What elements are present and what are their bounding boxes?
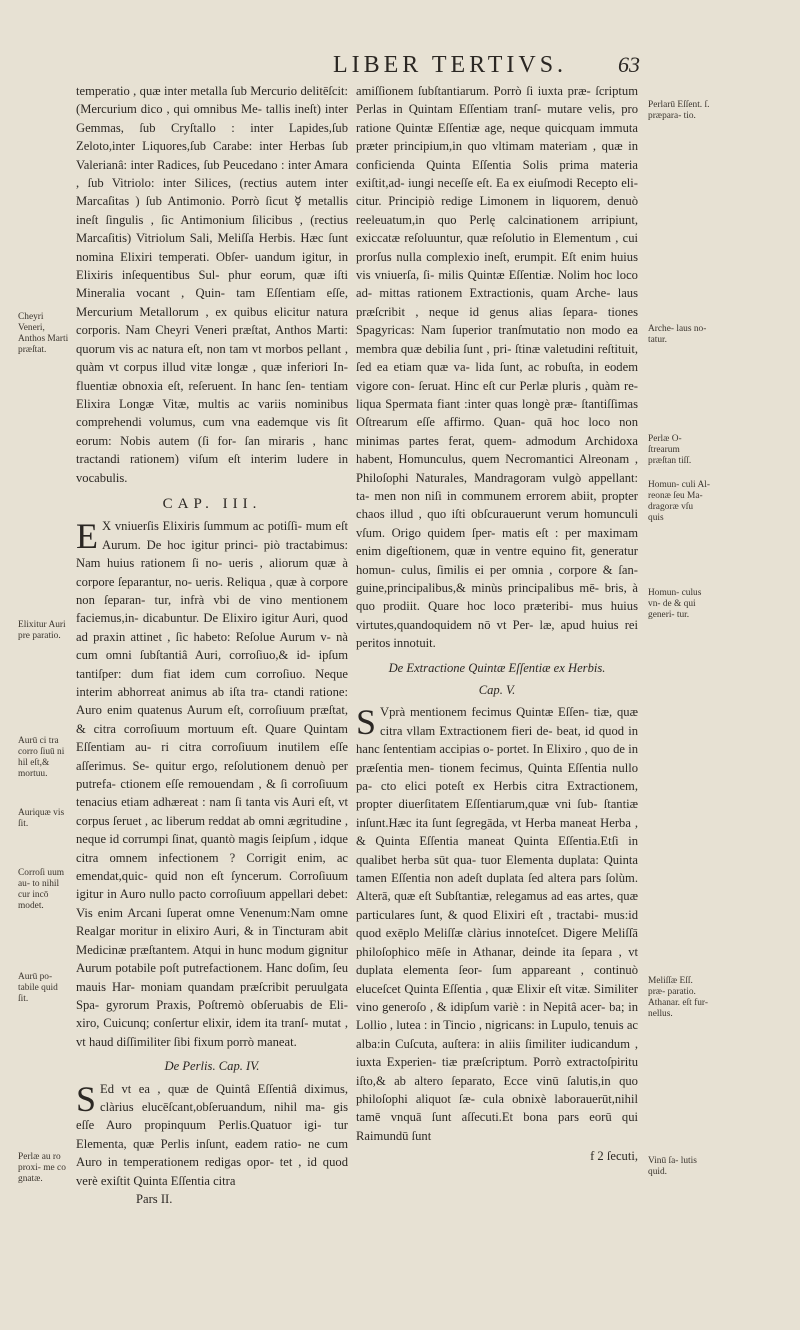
text-line: eſt interim ludere in vocabulis.: [76, 452, 348, 485]
text-line: ineſt, erumpit. Eſt enim huius vis vniuerſa, ſi-: [356, 249, 638, 283]
text-line: quem Necromantici Alreonam , Philoſophi: [356, 452, 638, 485]
text-line: Vprà mentionem fecimus Quintæ Eſſen-: [380, 705, 589, 720]
text-line: matis eſt : per maximam enim digeſtionem,: [356, 525, 638, 559]
text-line: omni ægritudine , neque id corrumpi ſinat,: [76, 813, 349, 847]
text-line: Ecce vinū ſalutis,in quo philoſophi aliquot ſæ-: [356, 1073, 638, 1106]
text-line: xiro, Cuicunq; conſertur elixir, idem ita tranſ-: [76, 1016, 309, 1031]
text-line: ſtantiæ inſunt.Hæc ita ſunt ſegregāda, vt Herba: [356, 797, 638, 830]
text-line: mus:id quod exēplo Meliſſæ clàrius innoteſcet.: [356, 907, 638, 941]
paragraph-text: [76, 516, 349, 1049]
text-line: putrefactionem. Hanc doſim, ſeu mauis Har-: [76, 961, 348, 994]
text-line: quæ eſt Subſtantiæ, relegamus ad eas artes, quæ: [394, 889, 638, 904]
text-line: natura eſt, non tam vt morbos pellant , quàm: [76, 341, 348, 375]
drop-cap: E: [76, 516, 98, 557]
text-line: mum eſt Aurum. De hoc igitur princi-: [102, 519, 349, 552]
paragraph: [356, 703, 638, 1145]
text-line: aſſecuti.Et bona pars eorū qui Raimundū ſunt: [356, 1110, 638, 1143]
text-line: deinde ita ſepara , vt duplata elementa ſeor-: [356, 944, 638, 978]
text-line: ba; in Lollio , lutea : in Tincio , nigricans:: [356, 999, 639, 1033]
text-line: inter Herbas ſub Valerianâ: inter Radices, ſub: [76, 139, 348, 172]
margin-note: Cheyri Veneri, Anthos Marti præſtat.: [18, 312, 69, 355]
text-line: generoſo , & idipſum variè : in Nepitâ acer-: [382, 999, 606, 1014]
text-line: tur, infrà vbi de vino mentionem faciemus,in-: [76, 592, 348, 626]
text-line: Silices, (rectius autem inter Marcaſitas ) ſub: [76, 176, 348, 209]
text-line: ſtinæ valetudini reſtituit, ſed ea etiam quæ va-: [356, 341, 638, 375]
text-line: culus, ſimilis ei per omnia , corpore & ſan-: [401, 562, 638, 577]
text-line: in Elementum , cui prorſus nulla complexio: [356, 231, 638, 264]
text-line: delitēſcit: (Mercurium dico , qui omnibus Me-: [76, 84, 348, 117]
left-column: [76, 82, 348, 1208]
text-line: quā hoc loco non minimas partes ferat, quem-: [356, 415, 639, 448]
drop-cap: S: [356, 702, 377, 743]
chapter-heading: De Extractione Quintæ Eſſentiæ ex Herbis.: [388, 660, 606, 675]
text-line: lida ſunt, ac robuſta, in eodem vigore con-: [356, 360, 638, 393]
text-line: Porrò extractoſpiritu iſto,& ab altero ſeparato,: [356, 1055, 638, 1088]
paragraph-text: [76, 1078, 349, 1188]
text-line: Vis enim Arcani ſuperat omne Venenum:Nam: [76, 905, 315, 920]
text-line: omne Realgar moritur in elixiro Auri, & in: [76, 905, 348, 939]
margin-note: Homun- culus vn- de & qui generi- tur.: [648, 588, 702, 620]
text-line: infectionem ? Corrigit enim, ac emendat,quic-: [76, 850, 349, 884]
text-line: non modo ea membra quæ debilia ſunt , pri-: [356, 323, 639, 356]
text-line: praxin attinet , ſic habeto: Reſolue Aurum v-: [93, 629, 331, 644]
text-line: Eſſentia , quæ Elixir eſt vitæ. Similiter vino: [356, 981, 638, 1014]
text-line: eſt, corroſiuum præſtat, & citra corroſiuum: [76, 703, 349, 736]
text-line: tur Elementa, quæ Perlis inſunt, eadem ratio-: [76, 1118, 348, 1151]
text-line: neque quicquam immuta præter principium,in: [356, 120, 638, 154]
text-line: X vniuerſis Elixiris ſummum ac potiſſi-: [102, 519, 302, 534]
text-line: ſtantiſſimas Oſtrearum eſſe affirmo. Quan-: [356, 396, 639, 430]
text-line: non adeſt duplata ſed altera pars ſolùm. Alterā,: [356, 871, 638, 904]
margin-note: Perlarū Eſſent. ſ. præpara- tio.: [648, 100, 710, 121]
text-line: tentiam Elixira Longæ Vitæ, multis ac variis: [76, 378, 348, 411]
text-line: Naturales, Mandragoram vulgò appellant: ta-: [356, 470, 638, 503]
right-column: [356, 82, 638, 1166]
chapter-number: Cap. V.: [478, 683, 516, 697]
text-line: propter chaos illud , quo iſti obſcurauerunt: [356, 488, 638, 522]
text-line: beat, id quod in hanc ſententiam accipias o-: [356, 723, 638, 757]
text-line: cula obnixè laborauerūt,nihil tamē vnquā ſunt: [356, 1091, 638, 1125]
catchword: Pars II.: [136, 1191, 173, 1206]
text-line: milis Quintæ Eſſentiæ. Nolim hoc loco ad-: [356, 268, 638, 301]
text-line: propter diuerſitatem Eſſentiarum,quæ vni ſub-: [356, 797, 598, 812]
text-line: dicabuntur. De Elixiro igitur Auri, quod ad: [76, 611, 348, 644]
text-line: Hæc ſunt nomina Elixiri temperati. Obſer-: [76, 231, 348, 264]
text-line: phur eorum, quæ iſti Mineralia vocant , Quin-: [76, 268, 348, 301]
text-line: tenacius etiam adhæreat : nam ſi tanta vis Auri: [76, 795, 315, 810]
text-line: ſan miraris , hanc tractandi rationem) viſum: [76, 433, 348, 467]
drop-cap: S: [76, 1078, 97, 1119]
text-line: amiſſionem ſubſtantiarum. Porrò ſi iuxta præ-: [356, 84, 591, 98]
text-line: ctionem eſſe remouendam , & ſi corroſiuum: [120, 777, 349, 792]
text-line: men non niſi in communem errorem abiit,: [374, 488, 597, 503]
text-line: tuor Elementa duplata: Quinta tamen Eſſentia: [356, 852, 638, 886]
text-line: tiæ præſcriptum.: [441, 1055, 528, 1070]
text-line: tam Eſſentiam eſſe, Mercurium Metallorum , ex: [76, 286, 348, 319]
text-line: moniam quandam præſcribit peruulgata Spa-: [76, 979, 348, 1012]
text-line: quitur ergo, reſolutionem denuò per putrefa-: [76, 758, 348, 792]
margin-note: Vinū ſa- lutis quid.: [648, 1156, 697, 1177]
text-line: quantò magis ſeipſum , idque citra omnem: [76, 832, 348, 865]
text-line: ſum appareant , continuò eluceſcet Quinta: [356, 963, 638, 996]
text-line: cto elici poteſt ex Herbis citra Extractionem,: [380, 779, 638, 794]
text-line: portet. In Elixiro , quo de in præſentia men-: [356, 742, 638, 775]
text-line: ipſum tantiſper: dum fiat idem cum corroſiuo.: [76, 648, 348, 681]
text-line: in aliis ſimiliter iudicandum , iuxta Experien-: [356, 1036, 638, 1070]
text-line: Veneri præſtat, Anthos Marti: quorum vis ac: [76, 323, 348, 356]
margin-note: Aurū ci tra corro ſiuū ni hil eſt,& mortuu.: [18, 736, 65, 779]
text-line: nominibus comprehendi volumus, cum vna: [76, 396, 348, 430]
margin-note: Elixitur Auri pre paratio.: [18, 620, 66, 641]
margin-note: Arche- laus no- tatur.: [648, 324, 707, 345]
margin-note: Homun- culi Al- reonæ ſeu Ma- dragoræ vſu quis: [648, 480, 710, 523]
text-line: ueris , aliorum quæ à corpore ſeparantur, no-: [76, 556, 348, 589]
text-line: guine,principalibus,& minùs principalibus mē-: [356, 580, 599, 595]
text-line: in hunc modum gignitur Aurum potabile poſt: [76, 942, 348, 976]
text-line: arripiunt, exiccatæ reſoluuntur, quæ reſolutio: [356, 212, 638, 246]
text-line: Tincturam abit Medicinæ præſtantem. Atqui: [76, 924, 349, 957]
text-line: denuò reeleuatum,in quo Perlę calcinationem: [356, 194, 638, 227]
text-line: mutare velis, pro ratione Quintæ Eſſentiæ age,: [356, 102, 638, 135]
text-line: Lapides,ſub Zeloto,inter Liquores,ſub Carabe:: [76, 120, 349, 154]
text-line: particulares ſunt, & quod Elixiri eſt , tractabi-: [356, 907, 599, 922]
text-line: mus huius virtutes,quandoquidem nō vt Per-: [356, 599, 639, 632]
text-line: fluentiæ obnoxia eſt, reſeruent. In hanc ſen-: [76, 378, 306, 393]
text-line: quæ in ventre equino fit, generatur homun-: [356, 544, 638, 577]
text-line: quibus elicitur natura corporis. Nam Cheyri: [76, 304, 348, 338]
text-line: Digere Meliſſā philoſophico mēſe in Athanar,: [356, 926, 638, 959]
text-line: ne cum Auro in temperationem redigas opor-: [76, 1136, 349, 1170]
text-line: bris, à quo prodiit. Quare hoc loco præteribi-: [356, 580, 638, 614]
text-line: eſt, vt corpus ſeruet , ac liberum reddat ab: [76, 795, 348, 828]
text-line: læ, apud huius rei peritos innotuit.: [356, 617, 639, 651]
text-line: Antimonio. Porrò ſicut ☿ metallis ineſt: [76, 194, 348, 227]
text-line: gyrorum Praxis, Poſtremò obſeruabis de Eli-: [106, 997, 348, 1012]
paragraph: [76, 82, 348, 487]
text-line: mortuum eſt. Quare Quintam Eſſentiam au-: [76, 721, 348, 755]
margin-note: Auriquæ vis ſit.: [18, 808, 65, 829]
text-line: gis eſſe Auro propinquum Perlis.Quatuor igi-: [76, 1099, 348, 1133]
text-line: eademque vis ſit eorum: Nobis autem (ſi for-: [76, 415, 348, 448]
text-line: maneat.: [257, 1034, 297, 1049]
text-line: liqua Spermata fiant :inter quas longè præ-: [356, 396, 578, 411]
margin-note: Perlæ O- ſtrearum præſtan tiſſ.: [648, 434, 692, 466]
chapter-heading: De Perlis. Cap. IV.: [164, 1059, 260, 1074]
margin-note: Perlæ au ro proxi- me co gnatæ.: [18, 1152, 66, 1184]
signature-line: f 2 ſecuti,: [590, 1149, 638, 1164]
text-line: admodum Archidoxa habent, Homunculus,: [356, 433, 638, 467]
running-title: LIBER TERTIVS.: [332, 52, 568, 78]
text-line: tallis ineſt) inter Gemmas, ſub Cryſtallo : inter: [76, 102, 348, 135]
text-line: quo vltimam materiam , quæ in conficienda: [356, 139, 638, 172]
text-line: vt corpus illud vitæ longæ , quæ inferiori In-: [108, 360, 348, 375]
chapter-heading: CAP. III.: [162, 495, 262, 512]
text-line: ſcriptum Perlas in Quintam Eſſentiam tranſ-: [356, 84, 638, 117]
text-line: Quinta Eſſentia.Etſi in qualibet herba sūt qua-: [356, 834, 639, 867]
text-line: Marcaſitis) Vitriolum Sali, Meliſſa Herbis.: [76, 231, 296, 246]
text-line: ſeruat. Hinc eſt cur Perlæ pluris , quàm re-: [418, 378, 638, 393]
paragraph: [356, 82, 638, 653]
text-line: temperatio , quæ inter metalla ſub Mercurio: [76, 84, 298, 98]
text-line: mutat , vt haud diſſimiliter ſibi fixum porrò: [76, 1016, 348, 1049]
paragraph-text: [356, 702, 639, 1143]
text-line: Quinta Eſſentia Solis prima materia exiſtit,ad-: [356, 157, 638, 191]
text-line: piò tractabimus: Nam huius rationem ſi no-: [76, 537, 348, 571]
text-line: verum homunculi vſum. Origo quidem ſper-: [356, 507, 638, 540]
text-line: citur. Principiò redige Limonem in liquorem,: [356, 194, 601, 209]
text-line: maneat Herba , & Quinta Eſſentia maneat: [356, 815, 638, 849]
text-line: Neque interim abhorreat animus ab iſta tra-: [76, 666, 348, 699]
text-line: Peucedano : inter Amara , ſub Vitriolo: inter: [76, 157, 348, 191]
margin-note: Aurū po- tabile quid ſit.: [18, 972, 58, 1004]
margin-note: Meliſſæ Eſſ. præ- paratio. Athanar. eſt fur- nellus.: [648, 976, 708, 1019]
text-line: laus præſcribit , neque id genus alias ſepara-: [356, 286, 639, 319]
text-line: tiones Spagyricas: Nam ſuperior tranſmutatio: [356, 304, 638, 338]
text-line: mittas rationem Extractionis, quam Arche-: [379, 286, 611, 301]
text-line: nà cum omni ſubſtantiâ Auri, corroſiuo,& id-: [76, 629, 348, 663]
text-line: in Lupulo, tenuis ac alba:in Cuſcuta, auſtera:: [356, 1018, 638, 1051]
paragraph: [76, 1080, 348, 1190]
text-line: ueris. Reliqua , quæ à corpore non ſeparan-: [76, 574, 348, 607]
page-number: 63: [618, 52, 640, 77]
text-line: quid non eſt ſyncerum. Corroſiuum igitur in: [76, 869, 349, 902]
text-line: ri citra corroſiuum inutilem eſſe aſſerimus. Se-: [76, 740, 348, 773]
text-line: ctandi ratione: Auro enim quatenus Aurum: [76, 685, 348, 718]
text-line: Auro nullo pacto corroſiuum appellari debet:: [119, 887, 348, 902]
margin-note: Corroſi uum au- to nihil cur incō modet.: [18, 868, 65, 911]
text-line: clàrius elucēſcant,obſeruandum, nihil ma-: [100, 1099, 325, 1114]
text-line: ſingulis , ſic Antimonium ſilicibus , (rectius: [105, 212, 348, 227]
text-line: tionem fecimus, Quinta Eſſentia nullo pa-: [356, 760, 638, 794]
text-line: uandum igitur, in Elixiris inſequentibus Sul-: [76, 249, 348, 283]
paragraph: [76, 517, 348, 1051]
text-line: Ed vt ea , quæ de Quintâ Eſſentiâ diximus,: [100, 1081, 348, 1096]
text-line: tiæ, quæ citra vllam Extractionem fieri de-: [380, 705, 638, 738]
text-line: tet , id quod verè exiſtit Quinta Eſſentia citra: [76, 1155, 348, 1188]
text-line: iungi neceſſe eſt. Ea ex eiuſmodi Recepto eli-: [408, 176, 638, 191]
